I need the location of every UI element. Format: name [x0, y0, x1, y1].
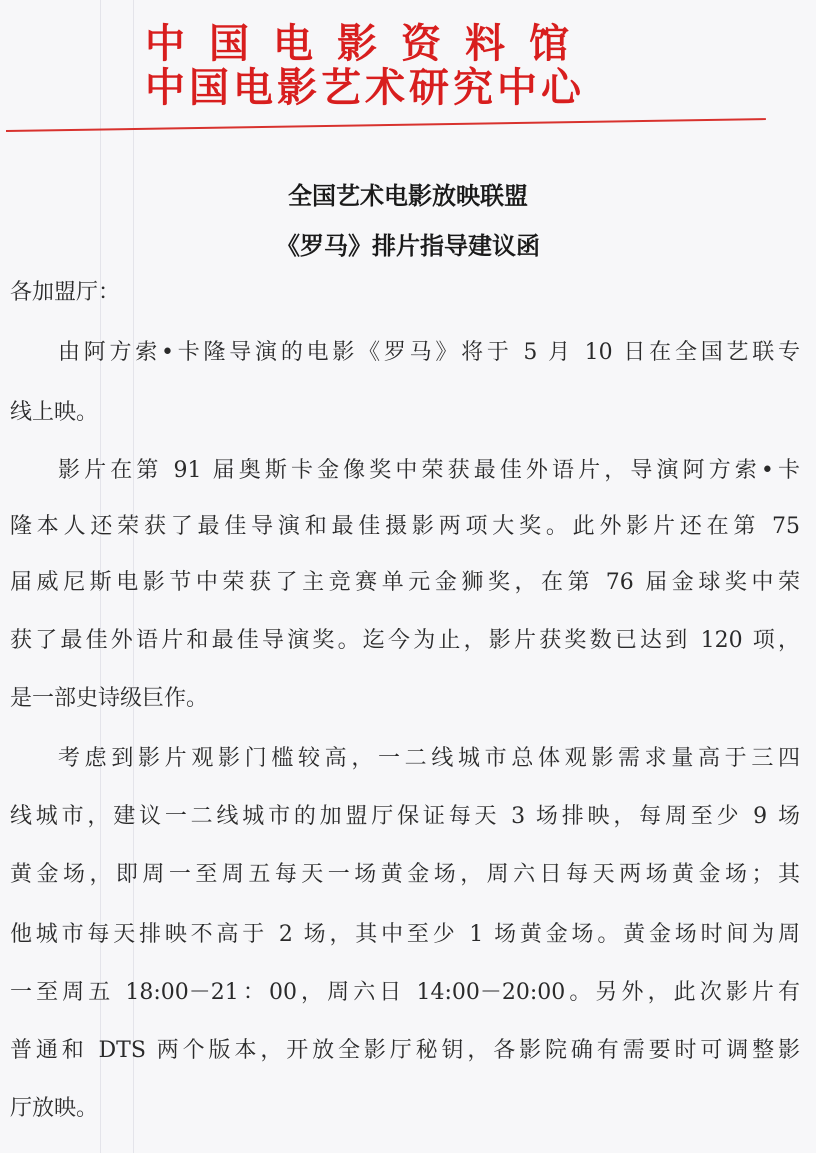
paragraph-line: 获了最佳外语片和最佳导演奖。迄今为止，影片获奖数已达到 120 项， — [10, 628, 800, 653]
paragraph-line: 线上映。 — [10, 400, 99, 425]
salutation: 各加盟厅： — [10, 280, 121, 305]
document-title-line-1: 全国艺术电影放映联盟 — [288, 182, 528, 210]
paragraph-line: 厅放映。 — [10, 1096, 99, 1121]
letterhead-divider — [6, 118, 766, 132]
paragraph-line: 线城市，建议一二线城市的加盟厅保证每天 3 场排映，每周至少 9 场 — [10, 804, 800, 829]
paragraph-line: 影片在第 91 届奥斯卡金像奖中荣获最佳外语片，导演阿方索•卡 — [58, 458, 800, 483]
letterhead-line-1: 中国电影资料馆 — [145, 20, 593, 67]
paragraph-line: 普通和 DTS 两个版本，开放全影厅秘钥，各影院确有需要时可调整影 — [10, 1038, 800, 1063]
paragraph-line: 是一部史诗级巨作。 — [10, 686, 209, 711]
paragraph-line: 黄金场，即周一至周五每天一场黄金场，周六日每天两场黄金场；其 — [10, 862, 800, 887]
paragraph-line: 一至周五 18:00－21：00，周六日 14:00－20:00。另外，此次影片有 — [10, 980, 800, 1005]
paragraph-line: 隆本人还荣获了最佳导演和最佳摄影两项大奖。此外影片还在第 75 — [10, 514, 800, 539]
paragraph-line: 届威尼斯电影节中荣获了主竞赛单元金狮奖，在第 76 届金球奖中荣 — [10, 570, 800, 595]
paragraph-line: 考虑到影片观影门槛较高，一二线城市总体观影需求量高于三四 — [58, 746, 800, 771]
paragraph-line: 他城市每天排映不高于 2 场，其中至少 1 场黄金场。黄金场时间为周 — [10, 922, 800, 947]
letterhead-line-2: 中国电影艺术研究中心 — [145, 64, 585, 111]
document-title-line-2: 《罗马》排片指导建议函 — [276, 232, 540, 260]
paragraph-line: 由阿方索•卡隆导演的电影《罗马》将于 5 月 10 日在全国艺联专 — [58, 340, 800, 365]
